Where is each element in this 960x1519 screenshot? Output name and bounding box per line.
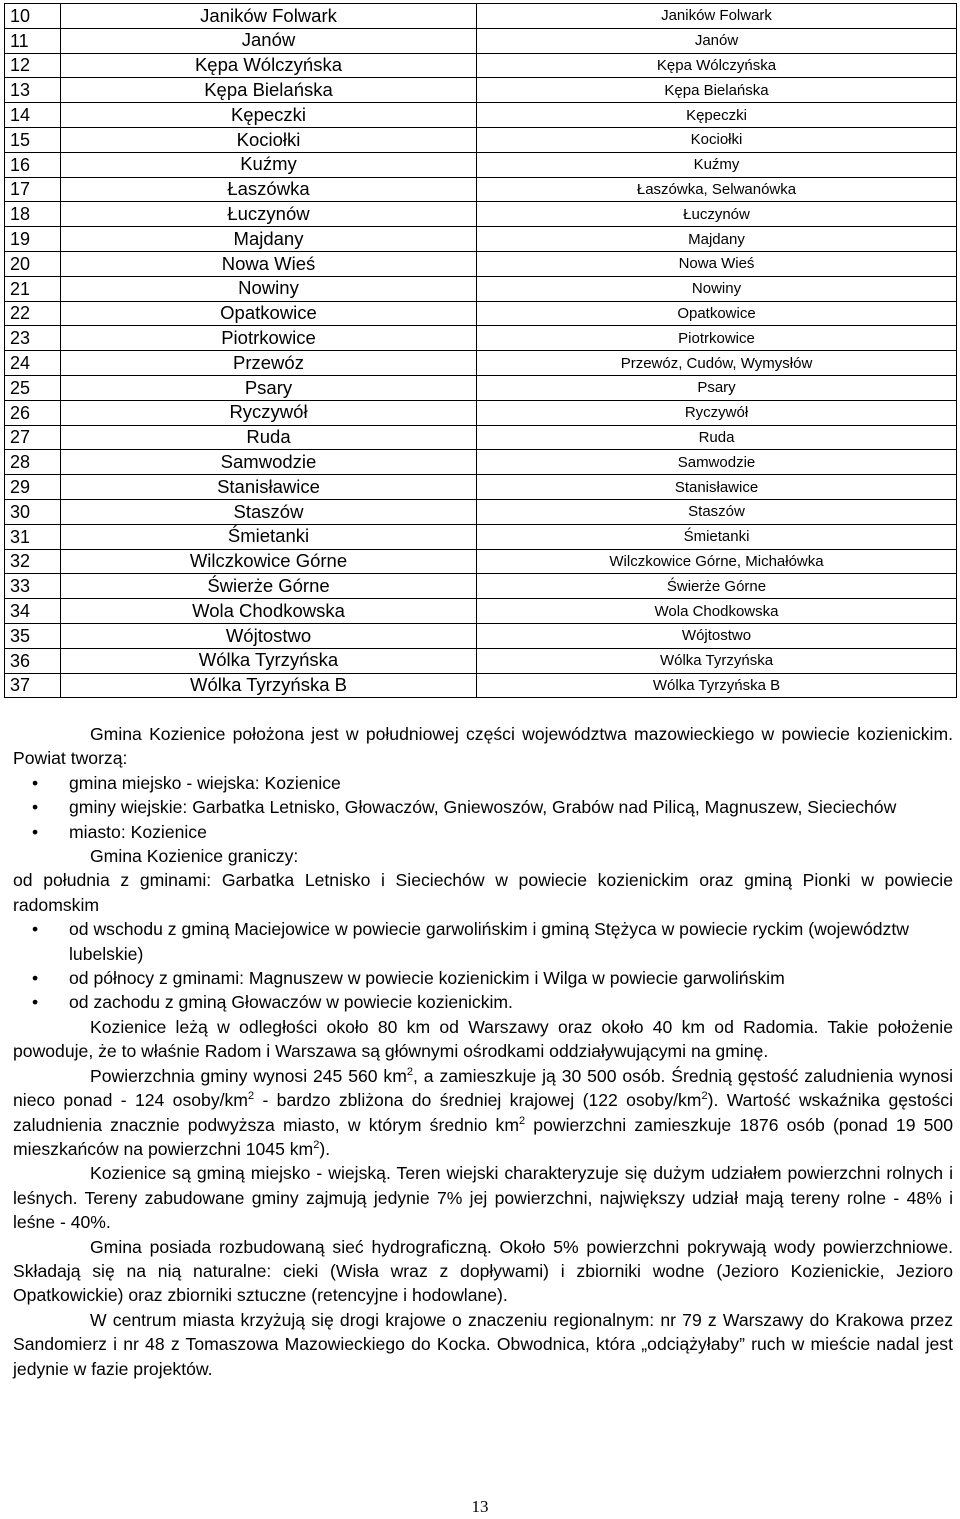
solectwo-name: Świerże Górne	[477, 574, 957, 599]
row-number: 26	[5, 400, 61, 425]
hydrography-paragraph: Gmina posiada rozbudowaną sieć hydrograficzną. Około 5% powierzchni pokrywają wody powierzchniowe. Składają się na nią naturalne: cieki (Wisła wraz z dopływami) i zbiorniki wodne (Jezioro Kozienickie, Jezioro Opatkowickie) oraz zbiorniki sztuczne (retencyjne i hodowlane).	[13, 1236, 953, 1306]
bullet-item: • od wschodu z gminą Maciejowice w powiecie garwolińskim i gminą Stężyca w powiecie ryckim (województw lubelskie)	[32, 919, 909, 964]
row-number: 10	[5, 4, 61, 29]
bullet-icon: •	[32, 919, 39, 940]
solectwo-name: Opatkowice	[477, 301, 957, 326]
row-number: 22	[5, 301, 61, 326]
table-row	[5, 78, 957, 103]
area-paragraph: Powierzchnia gminy wynosi 245 560 $km^2$, a zamieszkuje ją 30 500 osób. Średnią gęstość zaludnienia wynosi nieco ponad - 124 osoby/$km^2$ - bardzo zbliżona do średniej krajowej (122 osoby/$km^2$). Wartość wskaźnika gęstości zaludnienia znacznie podwyższa miasto, w którym średnio $km^2$ powierzchni zamieszkuje 1876 osób (ponad 19 500 mieszkańców na powierzchni 1045 $km^2$).	[13, 1065, 954, 1159]
solectwo-name: Psary	[477, 375, 957, 400]
row-number: 31	[5, 524, 61, 549]
solectwo-name: Janów	[477, 28, 957, 53]
row-number: 12	[5, 53, 61, 78]
table-row	[5, 4, 957, 29]
table-row	[5, 425, 957, 450]
row-number: 19	[5, 227, 61, 252]
village-name: Samwodzie	[61, 450, 477, 475]
village-name: Wola Chodkowska	[61, 599, 477, 624]
row-number: 16	[5, 152, 61, 177]
table-row	[5, 648, 957, 673]
village-name: Przewóz	[61, 351, 477, 376]
solectwo-name: Wola Chodkowska	[477, 599, 957, 624]
table-row	[5, 326, 957, 351]
table-row	[5, 227, 957, 252]
row-number: 29	[5, 475, 61, 500]
bullet-item: • gminy wiejskie: Garbatka Letnisko, Głowaczów, Gniewoszów, Grabów nad Pilicą, Magnuszew, Sieciechów	[13, 795, 953, 819]
village-name: Kuźmy	[61, 152, 477, 177]
table-row	[5, 251, 957, 276]
row-number: 32	[5, 549, 61, 574]
bullet-item: • od zachodu z gminą Głowaczów w powiecie kozienickim.	[13, 990, 953, 1014]
row-number: 35	[5, 623, 61, 648]
village-name: Ryczywół	[61, 400, 477, 425]
table-row	[5, 276, 957, 301]
solectwo-name: Kępeczki	[477, 103, 957, 128]
solectwo-name: Janików Folwark	[477, 4, 957, 29]
table-row	[5, 103, 957, 128]
solectwo-name: Przewóz, Cudów, Wymysłów	[477, 351, 957, 376]
table-row	[5, 524, 957, 549]
village-name: Wójtostwo	[61, 623, 477, 648]
solectwo-name: Nowiny	[477, 276, 957, 301]
table-row	[5, 351, 957, 376]
solectwo-name: Łaszówka, Selwanówka	[477, 177, 957, 202]
village-name: Łuczynów	[61, 202, 477, 227]
village-name: Kępeczki	[61, 103, 477, 128]
village-name: Nowiny	[61, 276, 477, 301]
village-name: Kociołki	[61, 127, 477, 152]
table-row	[5, 202, 957, 227]
village-name: Wilczkowice Górne	[61, 549, 477, 574]
row-number: 36	[5, 648, 61, 673]
solectwo-name: Samwodzie	[477, 450, 957, 475]
table-row	[5, 623, 957, 648]
table-row	[5, 301, 957, 326]
village-name: Nowa Wieś	[61, 251, 477, 276]
row-number: 14	[5, 103, 61, 128]
village-name: Wólka Tyrzyńska B	[61, 673, 477, 698]
village-name: Majdany	[61, 227, 477, 252]
solectwo-name: Kępa Bielańska	[477, 78, 957, 103]
location-paragraph: Kozienice leżą w odległości około 80 km od Warszawy oraz około 40 km od Radomia. Takie położenie powoduje, że to właśnie Radom i Warszawa są głównymi ośrodkami oddziaływującymi na gminę.	[13, 1016, 953, 1062]
table-row	[5, 599, 957, 624]
village-name: Janików Folwark	[61, 4, 477, 29]
solectwo-name: Wójtostwo	[477, 623, 957, 648]
body-text	[13, 722, 953, 1381]
solectwo-name: Kuźmy	[477, 152, 957, 177]
village-name: Janów	[61, 28, 477, 53]
table-row	[5, 549, 957, 574]
village-name: Kępa Wólczyńska	[61, 53, 477, 78]
table-row	[5, 475, 957, 500]
row-number: 24	[5, 351, 61, 376]
table-row	[5, 177, 957, 202]
row-number: 37	[5, 673, 61, 698]
village-name: Łaszówka	[61, 177, 477, 202]
table-row	[5, 152, 957, 177]
row-number: 13	[5, 78, 61, 103]
village-name: Psary	[61, 375, 477, 400]
villages-table-body	[5, 4, 957, 698]
table-row	[5, 400, 957, 425]
villages-table	[4, 3, 957, 698]
roads-paragraph: W centrum miasta krzyżują się drogi krajowe o znaczeniu regionalnym: nr 79 z Warszawy do Krakowa przez Sandomierz i nr 48 z Tomaszowa Mazowieckiego do Kocka. Obwodnica, która „odciążyłaby” ruch w mieście nadal jest jedynie w fazie projektów.	[13, 1309, 953, 1379]
bullet-item: • od północy z gminami: Magnuszew w powiecie kozienickim i Wilga w powiecie garwolińskim	[13, 966, 953, 990]
village-name: Opatkowice	[61, 301, 477, 326]
table-row	[5, 673, 957, 698]
row-number: 17	[5, 177, 61, 202]
page-number: 13	[471, 1497, 489, 1516]
row-number: 34	[5, 599, 61, 624]
row-number: 28	[5, 450, 61, 475]
row-number: 20	[5, 251, 61, 276]
solectwo-name: Piotrkowice	[477, 326, 957, 351]
character-paragraph: Kozienice są gminą miejsko - wiejską. Teren wiejski charakteryzuje się dużym udziałem powierzchni rolnych i leśnych. Tereny zabudowane gminy zajmują jedynie 7% jej powierzchni, największy udział mają tereny rolne - 48% i leśne - 40%.	[13, 1163, 953, 1233]
solectwo-name: Śmietanki	[477, 524, 957, 549]
village-name: Kępa Bielańska	[61, 78, 477, 103]
intro-paragraph: Gmina Kozienice położona jest w południowej części województwa mazowieckiego w powiecie kozienickim. Powiat tworzą:	[13, 724, 953, 769]
table-row	[5, 574, 957, 599]
village-name: Stanisławice	[61, 475, 477, 500]
bullet-icon: •	[32, 992, 39, 1013]
solectwo-name: Nowa Wieś	[477, 251, 957, 276]
table-row	[5, 450, 957, 475]
bullet-icon: •	[32, 772, 39, 793]
bullet-icon: •	[32, 968, 39, 989]
border-south-paragraph: od południa z gminami: Garbatka Letnisko i Sieciechów w powiecie kozienickim oraz gminą Pionki w powiecie radomskim	[13, 870, 953, 915]
solectwo-name: Łuczynów	[477, 202, 957, 227]
solectwo-name: Ruda	[477, 425, 957, 450]
village-name: Wólka Tyrzyńska	[61, 648, 477, 673]
solectwo-name: Majdany	[477, 227, 957, 252]
solectwo-name: Wólka Tyrzyńska	[477, 648, 957, 673]
solectwo-name: Ryczywół	[477, 400, 957, 425]
row-number: 27	[5, 425, 61, 450]
solectwo-name: Stanisławice	[477, 475, 957, 500]
row-number: 15	[5, 127, 61, 152]
solectwo-name: Staszów	[477, 499, 957, 524]
row-number: 30	[5, 499, 61, 524]
row-number: 21	[5, 276, 61, 301]
village-name: Ruda	[61, 425, 477, 450]
bullet-item: • miasto: Kozienice	[13, 820, 953, 844]
bullet-item: • gmina miejsko - wiejska: Kozienice	[13, 771, 953, 795]
table-row	[5, 127, 957, 152]
table-row	[5, 53, 957, 78]
table-row	[5, 28, 957, 53]
solectwo-name: Kociołki	[477, 127, 957, 152]
row-number: 25	[5, 375, 61, 400]
village-name: Świerże Górne	[61, 574, 477, 599]
bullet-icon: •	[32, 821, 39, 842]
row-number: 33	[5, 574, 61, 599]
table-row	[5, 375, 957, 400]
village-name: Staszów	[61, 499, 477, 524]
village-name: Śmietanki	[61, 524, 477, 549]
row-number: 18	[5, 202, 61, 227]
solectwo-name: Wólka Tyrzyńska B	[477, 673, 957, 698]
bullet-icon: •	[32, 797, 39, 818]
row-number: 11	[5, 28, 61, 53]
village-name: Piotrkowice	[61, 326, 477, 351]
row-number: 23	[5, 326, 61, 351]
solectwo-name: Kępa Wólczyńska	[477, 53, 957, 78]
table-row	[5, 499, 957, 524]
solectwo-name: Wilczkowice Górne, Michałówka	[477, 549, 957, 574]
borders-heading: Gmina Kozienice graniczy:	[90, 846, 299, 867]
